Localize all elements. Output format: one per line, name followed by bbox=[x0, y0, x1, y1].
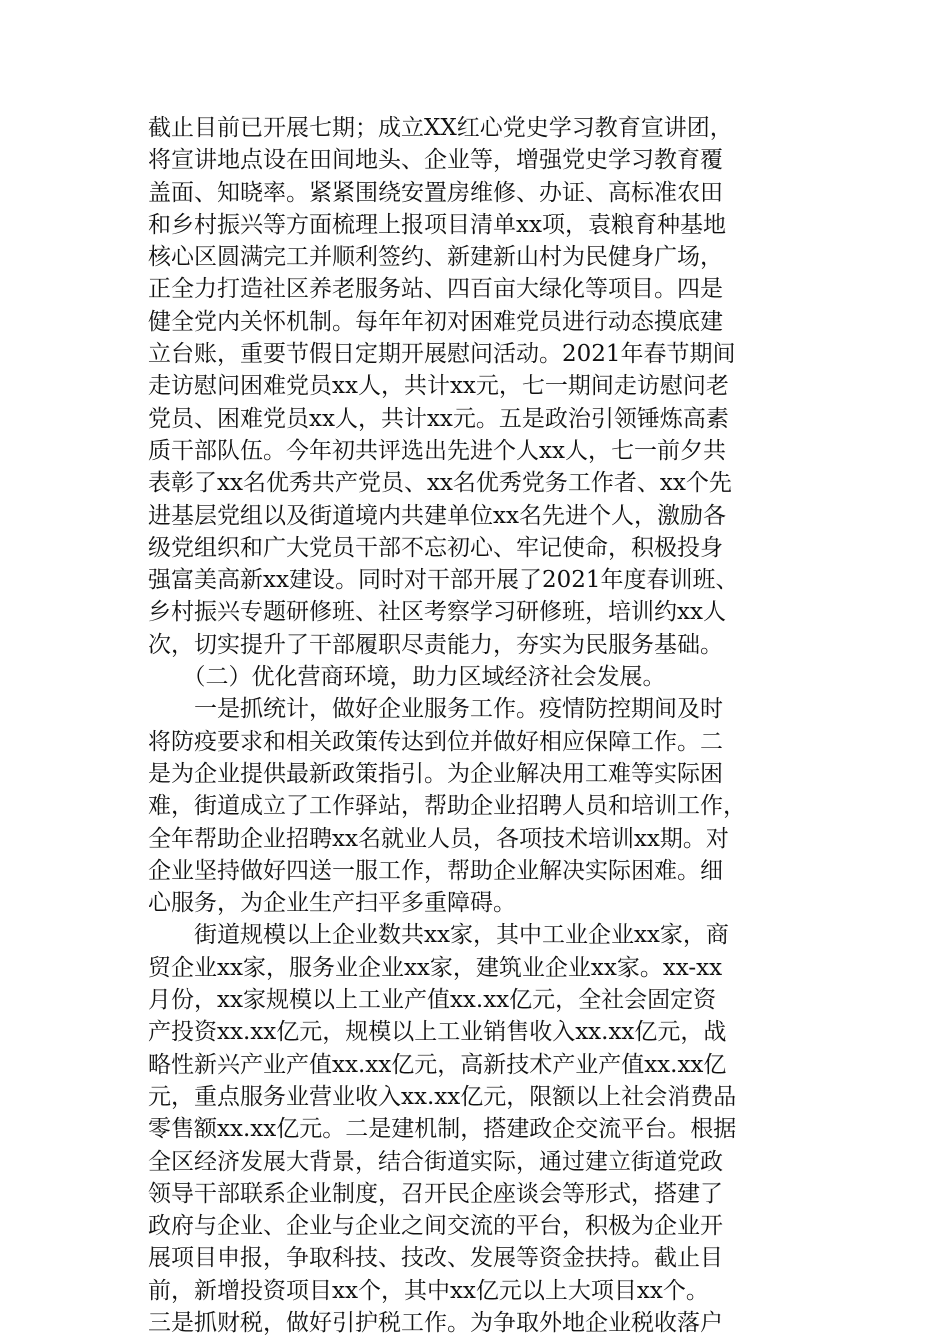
text-line: 全年帮助企业招聘xx名就业人员，各项技术培训xx期。对 bbox=[148, 825, 729, 852]
text-line: 和乡村振兴等方面梳理上报项目清单xx项，袁粮育种基地 bbox=[148, 211, 726, 238]
text-line: 健全党内关怀机制。每年年初对困难党员进行动态摸底建 bbox=[148, 308, 723, 335]
text-line: 是为企业提供最新政策指引。为企业解决用工难等实际困 bbox=[148, 760, 723, 787]
text-line: 级党组织和广大党员干部不忘初心、牢记使命，积极投身 bbox=[148, 534, 723, 561]
text-line: 将防疫要求和相关政策传达到位并做好相应保障工作。二 bbox=[148, 728, 723, 755]
body-text bbox=[148, 112, 808, 1339]
text-line: 全区经济发展大背景，结合街道实际，通过建立街道党政 bbox=[148, 1148, 723, 1175]
text-line: 盖面、知晓率。紧紧围绕安置房维修、办证、高标准农田 bbox=[148, 179, 723, 206]
text-line: 月份，xx家规模以上工业产值xx.xx亿元，全社会固定资 bbox=[148, 987, 717, 1014]
text-line: 表彰了xx名优秀共产党员、xx名优秀党务工作者、xx个先 bbox=[148, 470, 732, 497]
text-line: 展项目申报，争取科技、技改、发展等资金扶持。截止目 bbox=[148, 1245, 723, 1272]
text-line: 前，新增投资项目xx个，其中xx亿元以上大项目xx个。 bbox=[148, 1277, 709, 1304]
text-line: 略性新兴产业产值xx.xx亿元，高新技术产业产值xx.xx亿 bbox=[148, 1051, 727, 1078]
text-line: 核心区圆满完工并顺利签约、新建新山村为民健身广场， bbox=[148, 244, 723, 271]
text-line: 心服务，为企业生产扫平多重障碍。 bbox=[148, 890, 516, 917]
text-line: 元，重点服务业营业收入xx.xx亿元，限额以上社会消费品 bbox=[148, 1083, 737, 1110]
text-line: 立台账，重要节假日定期开展慰问活动。2021年春节期间 bbox=[148, 341, 736, 368]
text-line: 乡村振兴专题研修班、社区考察学习研修班，培训约xx人 bbox=[148, 599, 726, 626]
text-line: 一是抓统计，做好企业服务工作。疫情防控期间及时 bbox=[148, 696, 723, 723]
text-line: 难，街道成立了工作驿站，帮助企业招聘人员和培训工作， bbox=[148, 793, 746, 820]
text-line: 街道规模以上企业数共xx家，其中工业企业xx家，商 bbox=[148, 922, 729, 949]
text-line: 质干部队伍。今年初共评选出先进个人xx人，七一前夕共 bbox=[148, 437, 726, 464]
text-line: 走访慰问困难党员xx人，共计xx元，七一期间走访慰问老 bbox=[148, 373, 729, 400]
text-line: 企业坚持做好四送一服工作，帮助企业解决实际困难。细 bbox=[148, 857, 723, 884]
text-line: 三是抓财税，做好引护税工作。为争取外地企业税收落户 bbox=[148, 1309, 723, 1336]
text-line: 产投资xx.xx亿元，规模以上工业销售收入xx.xx亿元，战 bbox=[148, 1019, 727, 1046]
text-line: 贸企业xx家，服务业企业xx家，建筑业企业xx家。xx-xx bbox=[148, 954, 723, 981]
text-line: 政府与企业、企业与企业之间交流的平台，积极为企业开 bbox=[148, 1213, 723, 1240]
text-line: 正全力打造社区养老服务站、四百亩大绿化等项目。四是 bbox=[148, 276, 723, 303]
text-line: 截止目前已开展七期；成立XX红心党史学习教育宣讲团， bbox=[148, 115, 733, 141]
text-line: 次，切实提升了干部履职尽责能力，夯实为民服务基础。 bbox=[148, 631, 723, 658]
text-line: （二）优化营商环境，助力区域经济社会发展。 bbox=[148, 664, 666, 691]
text-line: 零售额xx.xx亿元。二是建机制，搭建政企交流平台。根据 bbox=[148, 1116, 737, 1143]
text-line: 党员、困难党员xx人，共计xx元。五是政治引领锤炼高素 bbox=[148, 405, 729, 432]
text-line: 领导干部联系企业制度，召开民企座谈会等形式，搭建了 bbox=[148, 1180, 723, 1207]
text-line: 强富美高新xx建设。同时对干部开展了2021年度春训班、 bbox=[148, 567, 739, 594]
text-line: 进基层党组以及街道境内共建单位xx名先进个人，激励各 bbox=[148, 502, 726, 529]
text-line: 将宣讲地点设在田间地头、企业等，增强党史学习教育覆 bbox=[148, 147, 723, 174]
